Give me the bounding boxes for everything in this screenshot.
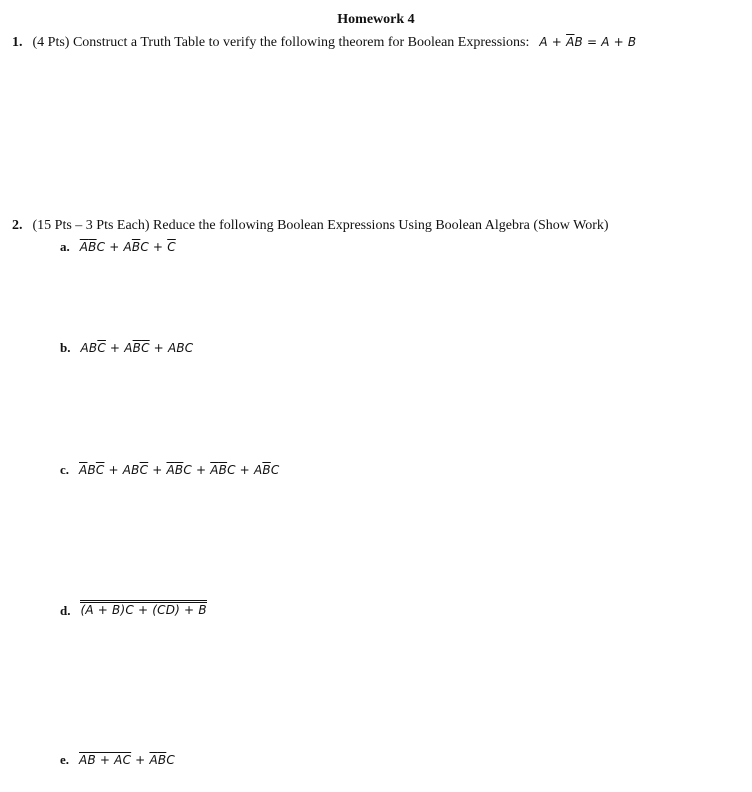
page-title: Homework 4: [337, 12, 415, 27]
item-d-label: d.: [60, 603, 71, 618]
question-2-item-d: [60, 600, 207, 619]
question-1-expression: $A + \overline{A}B = A + B$: [539, 35, 637, 49]
question-1-number: 1.: [12, 35, 23, 50]
item-b-expression: $AB\overline{C} + A\overline{B}\overline{C}$ + ABC: [80, 341, 194, 355]
question-1: [12, 33, 636, 51]
question-2-item-e: [60, 751, 175, 769]
item-c-label: c.: [60, 462, 70, 477]
question-2-item-c: [60, 461, 279, 479]
question-2-item-a: [60, 238, 176, 256]
question-2-text: (15 Pts – 3 Pts Each) Reduce the following Boolean Expressions Using Boolean Algebra (Show Work): [32, 218, 609, 233]
question-2-number: 2.: [12, 218, 23, 233]
item-a-expression: $\overline{A}\overline{B}C + A\overline{B}C + \overline{C}$: [79, 240, 176, 254]
item-c-expression: $\overline{A}B\overline{C} + AB\overline{C} + \overline{A}\overline{B}C + \overline{A}\overline{B}C + A\overline{B}C$: [79, 463, 280, 477]
question-1-text: (4 Pts) Construct a Truth Table to verify the following theorem for Boolean Expressions:: [32, 35, 530, 50]
item-b-label: b.: [60, 340, 71, 355]
item-a-label: a.: [60, 239, 70, 254]
item-e-label: e.: [60, 752, 70, 767]
item-e-expression: AB + AC + $\overline{A}\overline{B}C$: [79, 753, 175, 767]
question-2-item-b: [60, 339, 193, 357]
item-d-expression: (A + B)C + (CD) + B: [80, 600, 206, 618]
question-2: [12, 216, 609, 234]
